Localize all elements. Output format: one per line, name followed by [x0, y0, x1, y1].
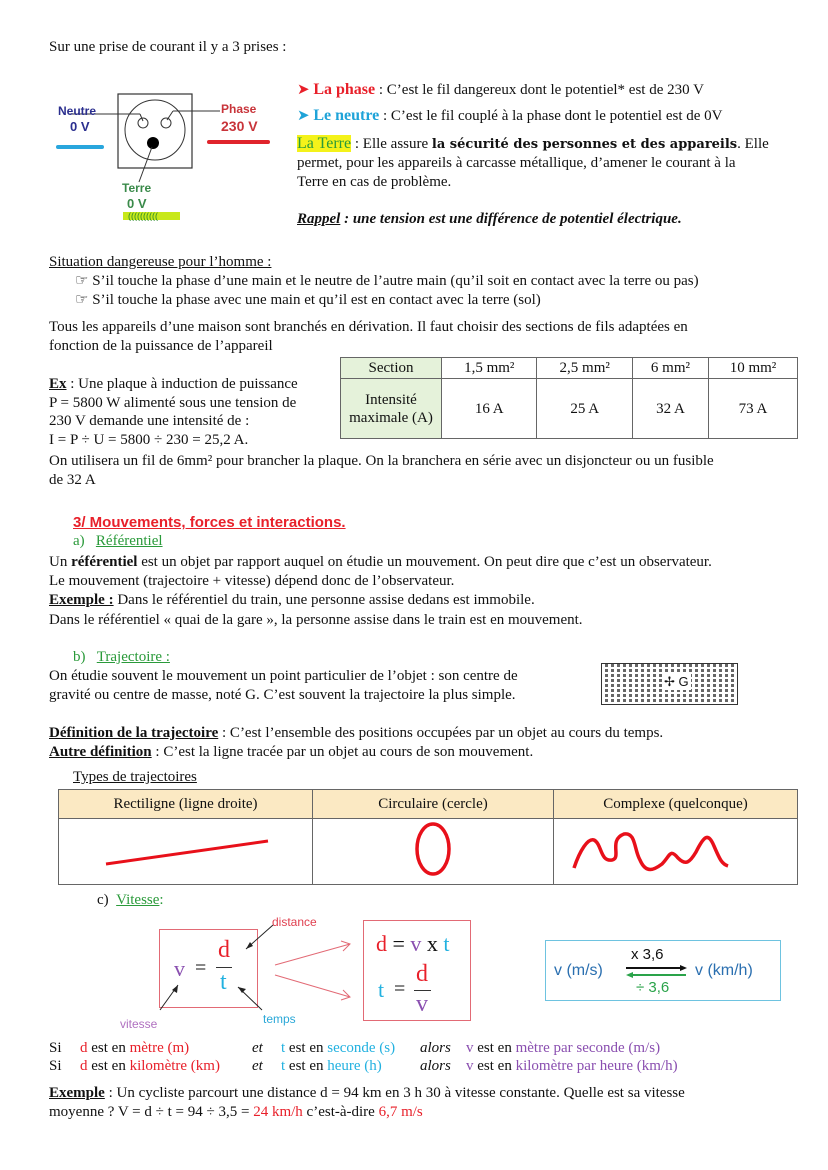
neutre-label: Neutre [58, 104, 97, 118]
referentiel-text: Dans le référentiel « quai de la gare », la personne assise dans le train est en mouvement. [49, 612, 583, 628]
terre-line-3: Terre en cas de problème. [297, 174, 452, 190]
unit-conversion-box: v (m/s) x 3,6 ÷ 3,6 v (km/h) [545, 940, 781, 1001]
vitesse-label: vitesse [120, 1017, 158, 1031]
units-alors: alors [420, 1040, 451, 1056]
trajectoire-text: gravité ou centre de masse, noté G. C’est souvent la trajectoire la plus simple. [49, 687, 516, 703]
object-center-of-gravity-figure [601, 663, 738, 705]
terre-value: 0 V [127, 196, 147, 211]
straight-trajectory-icon [59, 819, 313, 885]
danger-item: ☞ S’il touche la phase avec une main et qu’il est en contact avec la terre (sol) [75, 292, 541, 308]
trajectoire-definition: Définition de la trajectoire : C’est l’ensemble des positions occupées par un objet au cours du temps. [49, 725, 664, 741]
heading-trajectoire: b) Trajectoire : [73, 649, 170, 665]
conversion-arrows-icon [624, 965, 689, 979]
rappel: Rappel : une tension est une différence de potentiel électrique. [297, 211, 682, 227]
ex-line: 230 V demande une intensité de : [49, 413, 250, 429]
exemple-line: Exemple : Un cycliste parcourt une distance d = 94 km en 3 h 30 à vitesse constante. Quelle est sa vitesse [49, 1085, 685, 1101]
intro-text: Sur une prise de courant il y a 3 prises : [49, 39, 287, 55]
danger-item: ☞ S’il touche la phase d’une main et le neutre de l’autre main (qu’il soit en contact avec la terre ou pas) [75, 273, 699, 289]
svg-text:((((((((((: (((((((((( [128, 211, 158, 221]
derivation-text: Tous les appareils d’une maison sont branchés en dérivation. Il faut choisir des sections de fils adaptées en [49, 319, 688, 335]
conclusion-text: On utilisera un fil de 6mm² pour brancher la plaque. On la branchera en série avec un disjoncteur ou un fusible [49, 453, 714, 469]
units-line: Si [49, 1040, 62, 1056]
arrow-bullet-icon: ➤ [297, 108, 314, 124]
hand-pointer-icon: ☞ [75, 273, 93, 289]
distance-label: distance [272, 915, 317, 929]
ex-line: Ex : Une plaque à induction de puissance [49, 376, 298, 392]
hand-pointer-icon: ☞ [75, 292, 93, 308]
units-d: d est en kilomètre (km) [80, 1058, 220, 1074]
phase-label: Phase [221, 102, 257, 116]
exemple-line: moyenne ? V = d ÷ t = 94 ÷ 3,5 = 24 km/h c’est-à-dire 6,7 m/s [49, 1104, 423, 1120]
types-title: Types de trajectoires [73, 769, 197, 785]
circular-trajectory-icon [313, 819, 554, 885]
conclusion-text: de 32 A [49, 472, 96, 488]
neutre-line: ➤ Le neutre : C’est le fil couplé à la phase dont le potentiel est de 0V [297, 107, 723, 124]
referentiel-text: Le mouvement (trajectoire + vitesse) dépend donc de l’observateur. [49, 573, 455, 589]
heading-vitesse: c) Vitesse: [97, 892, 164, 908]
terre-line: La Terre : Elle assure la sécurité des personnes et des appareils. Elle [297, 135, 769, 152]
units-alors: alors [420, 1058, 451, 1074]
terre-line-2: permet, pour les appareils à carcasse métallique, d’amener le courant à la [297, 155, 736, 171]
distance-formula: d = v x t [376, 931, 450, 956]
speed-formula-box: v = d t [159, 929, 258, 1008]
units-v: v est en mètre par seconde (m/s) [466, 1040, 661, 1056]
units-et: et [252, 1058, 263, 1074]
socket-diagram [50, 85, 280, 235]
phase-value: 230 V [221, 118, 258, 134]
arrow-bullet-icon: ➤ [297, 82, 314, 98]
complex-trajectory-icon [554, 819, 798, 885]
trajectoire-text: On étudie souvent le mouvement un point particulier de l’objet : son centre de [49, 668, 518, 684]
units-v: v est en kilomètre par heure (km/h) [466, 1058, 678, 1074]
terre-label: Terre [122, 181, 152, 195]
phase-line: ➤ La phase : C’est le fil dangereux dont le potentiel* est de 230 V [297, 81, 704, 98]
units-d: d est en mètre (m) [80, 1040, 190, 1056]
units-line: Si [49, 1058, 62, 1074]
danger-title: Situation dangereuse pour l’homme : [49, 254, 272, 270]
referentiel-example: Exemple : Dans le référentiel du train, une personne assise dedans est immobile. [49, 592, 535, 608]
derived-formulas-box: d = v x t t = d v [363, 920, 471, 1021]
center-of-gravity-label: ✢ G [664, 674, 689, 689]
units-t: t est en heure (h) [281, 1058, 382, 1074]
heading-referentiel: a) Référentiel [73, 533, 163, 549]
units-t: t est en seconde (s) [281, 1040, 396, 1056]
section-table: Section 1,5 mm² 2,5 mm² 6 mm² 10 mm² Intensité maximale (A) 16 A 25 A 32 A 73 A [340, 357, 798, 439]
neutre-value: 0 V [70, 119, 90, 134]
units-et: et [252, 1040, 263, 1056]
annotation-arrows-icon [140, 915, 380, 1025]
referentiel-def: Un référentiel est un objet par rapport auquel on étudie un mouvement. On peut dire que c’est un observateur. [49, 554, 712, 570]
section-title: 3/ Mouvements, forces et interactions. [73, 514, 346, 531]
trajectory-types-table: Rectiligne (ligne droite) Circulaire (cercle) Complexe (quelconque) [58, 789, 798, 885]
derivation-text: fonction de la puissance de l’appareil [49, 338, 273, 354]
temps-label: temps [263, 1012, 296, 1026]
ex-line: I = P ÷ U = 5800 ÷ 230 = 25,2 A. [49, 432, 249, 448]
ex-line: P = 5800 W alimenté sous une tension de [49, 395, 297, 411]
trajectoire-autre-definition: Autre définition : C’est la ligne tracée par un objet au cours de son mouvement. [49, 744, 534, 760]
